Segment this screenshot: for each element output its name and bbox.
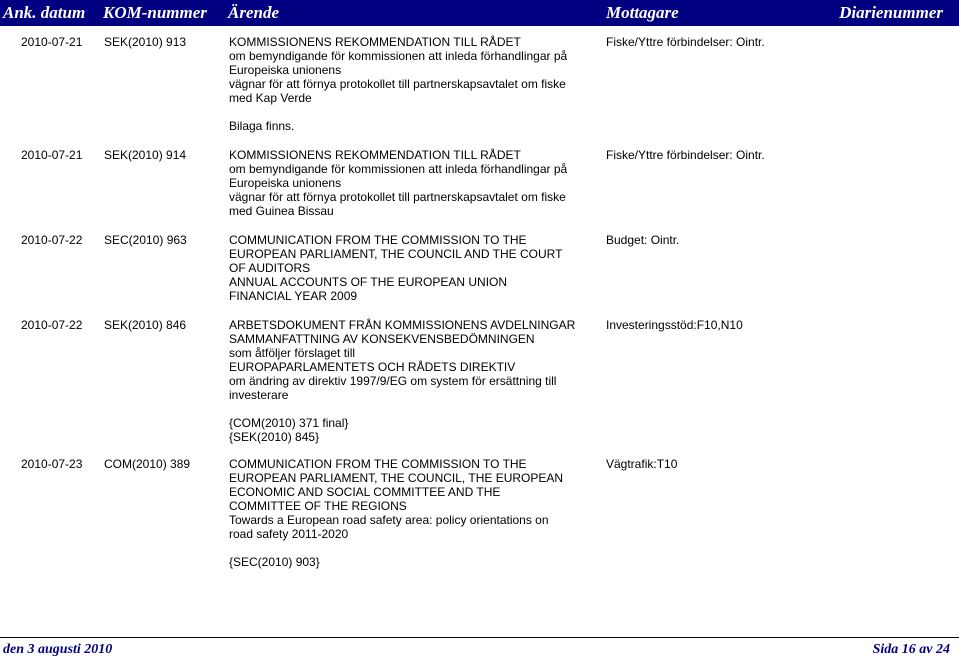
entry-kom-number: SEK(2010) 913: [104, 35, 187, 49]
entry-mottagare: Fiske/Yttre förbindelser: Ointr.: [606, 35, 765, 49]
entry-arende-line: EUROPEAN PARLIAMENT, THE COUNCIL, THE EUROPEAN: [229, 471, 564, 485]
entry-arende-line: [229, 105, 599, 119]
entry-arende-line: om ändring av direktiv 1997/9/EG om system för ersättning till: [229, 374, 557, 388]
entry-mottagare: Fiske/Yttre förbindelser: Ointr.: [606, 148, 765, 162]
entry-arende-line: vägnar för att förnya protokollet till partnerskapsavtalet om fiske: [229, 190, 566, 204]
entry-kom-number: SEK(2010) 914: [104, 148, 187, 162]
header-kom-nummer: KOM-nummer: [103, 3, 207, 22]
entry-arende: [229, 318, 599, 444]
entry-arende: [229, 148, 599, 218]
entry-arende-line: [229, 541, 599, 555]
entry-arende-line: investerare: [229, 388, 289, 402]
entry-arende-line: med Guinea Bissau: [229, 204, 334, 218]
entry-arende-line: Europeiska unionens: [229, 63, 342, 77]
entry-arende-line: EUROPEAN PARLIAMENT, THE COUNCIL AND THE COURT: [229, 247, 563, 261]
entry-arende-line: Towards a European road safety area: policy orientations on: [229, 513, 549, 527]
entry-arende-line: COMMUNICATION FROM THE COMMISSION TO THE: [229, 457, 527, 471]
entry-mottagare: Vägtrafik:T10: [606, 457, 678, 471]
entry-arende-line: road safety 2011-2020: [229, 527, 349, 541]
footer-divider: [0, 637, 959, 638]
entry-arende-line: vägnar för att förnya protokollet till partnerskapsavtalet om fiske: [229, 77, 566, 91]
entry-arende-line: med Kap Verde: [229, 91, 312, 105]
header-mottagare: Mottagare: [606, 3, 679, 22]
footer-page-number: Sida 16 av 24: [872, 642, 950, 657]
entry-kom-number: SEK(2010) 846: [104, 318, 187, 332]
entry-arende: [229, 35, 599, 133]
entry-arende-line: ARBETSDOKUMENT FRÅN KOMMISSIONENS AVDELNINGAR: [229, 318, 576, 332]
entry-arende-line: [229, 402, 599, 416]
entry-arende-line: om bemyndigande för kommissionen att inleda förhandlingar på: [229, 162, 568, 176]
entry-kom-number: SEC(2010) 963: [104, 233, 187, 247]
entry-arende-line: KOMMISSIONENS REKOMMENDATION TILL RÅDET: [229, 35, 521, 49]
entry-arende: [229, 457, 599, 569]
entry-date: 2010-07-22: [21, 233, 83, 247]
entry-arende-line: ANNUAL ACCOUNTS OF THE EUROPEAN UNION: [229, 275, 508, 289]
entry-arende-line: om bemyndigande för kommissionen att inleda förhandlingar på: [229, 49, 568, 63]
entry-arende-line: KOMMISSIONENS REKOMMENDATION TILL RÅDET: [229, 148, 521, 162]
entry-arende-line: SAMMANFATTNING AV KONSEKVENSBEDÖMNINGEN: [229, 332, 535, 346]
entry-mottagare: Investeringsstöd:F10,N10: [606, 318, 743, 332]
entry-arende-line: {COM(2010) 371 final}: [229, 416, 349, 430]
entry-date: 2010-07-21: [21, 35, 83, 49]
entry-date: 2010-07-23: [21, 457, 83, 471]
entry-arende-line: ECONOMIC AND SOCIAL COMMITTEE AND THE: [229, 485, 501, 499]
header-ank-datum: Ank. datum: [3, 3, 86, 22]
entry-arende-line: OF AUDITORS: [229, 261, 311, 275]
entry-arende: [229, 233, 599, 303]
entry-arende-line: FINANCIAL YEAR 2009: [229, 289, 358, 303]
entry-mottagare: Budget: Ointr.: [606, 233, 680, 247]
entry-arende-line: Bilaga finns.: [229, 119, 295, 133]
entry-arende-line: Europeiska unionens: [229, 176, 342, 190]
entry-arende-line: COMMITTEE OF THE REGIONS: [229, 499, 407, 513]
entry-kom-number: COM(2010) 389: [104, 457, 191, 471]
entry-arende-line: {SEC(2010) 903}: [229, 555, 320, 569]
entry-date: 2010-07-21: [21, 148, 83, 162]
table-header: [0, 0, 959, 26]
entry-date: 2010-07-22: [21, 318, 83, 332]
header-diarienummer: Diarienummer: [839, 3, 943, 22]
entry-arende-line: {SEK(2010) 845}: [229, 430, 320, 444]
entry-arende-line: COMMUNICATION FROM THE COMMISSION TO THE: [229, 233, 527, 247]
entry-arende-line: EUROPAPARLAMENTETS OCH RÅDETS DIREKTIV: [229, 360, 516, 374]
entry-arende-line: som åtföljer förslaget till: [229, 346, 356, 360]
header-arende: Ärende: [228, 3, 279, 22]
footer-date: den 3 augusti 2010: [3, 642, 113, 657]
